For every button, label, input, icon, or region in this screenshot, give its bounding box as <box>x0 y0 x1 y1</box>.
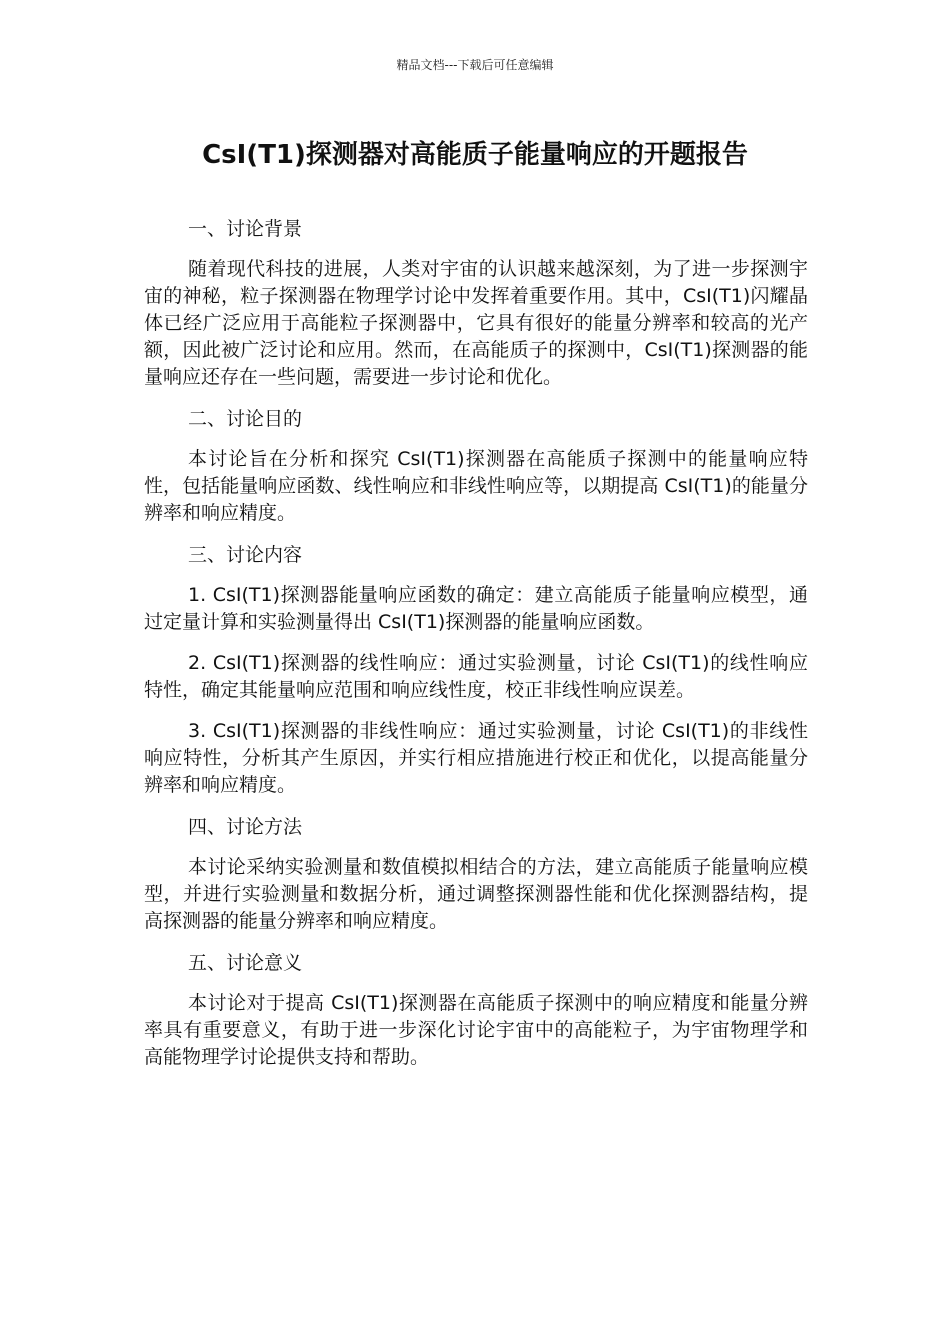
page-header: 精品文档---下载后可任意编辑 <box>396 58 554 72</box>
section-method <box>144 813 808 935</box>
section-heading: 三、讨论内容 <box>188 544 303 566</box>
document-title: CsI(T1)探测器对高能质子能量响应的开题报告 <box>202 140 748 170</box>
paragraph: 本讨论对于提高 CsI(T1)探测器在高能质子探测中的响应精度和能量分辨率具有重要意义，有助于进一步深化讨论宇宙中的高能粒子，为宇宙物理学和高能物理学讨论提供支持和帮助。 <box>144 992 808 1068</box>
list-item: 1. CsI(T1)探测器能量响应函数的确定：建立高能质子能量响应模型，通过定量计算和实验测量得出 CsI(T1)探测器的能量响应函数。 <box>144 584 808 633</box>
section-heading: 四、讨论方法 <box>188 816 303 838</box>
section-heading: 一、讨论背景 <box>188 218 303 240</box>
paragraph: 本讨论旨在分析和探究 CsI(T1)探测器在高能质子探测中的能量响应特性，包括能量响应函数、线性响应和非线性响应等，以期提高 CsI(T1)的能量分辨率和响应精度。 <box>144 448 808 524</box>
paragraph: 随着现代科技的进展，人类对宇宙的认识越来越深刻，为了进一步探测宇宙的神秘，粒子探测器在物理学讨论中发挥着重要作用。其中，CsI(T1)闪耀晶体已经广泛应用于高能粒子探测器中，它具有很好的能量分辨率和较高的光产额，因此被广泛讨论和应用。然而，在高能质子的探测中，CsI(T1)探测器的能量响应还存在一些问题，需要进一步讨论和优化。 <box>144 258 808 388</box>
section-purpose <box>144 405 808 527</box>
list-item: 3. CsI(T1)探测器的非线性响应：通过实验测量，讨论 CsI(T1)的非线性响应特性，分析其产生原因，并实行相应措施进行校正和优化，以提高能量分辨率和响应精度。 <box>144 720 808 796</box>
section-heading: 五、讨论意义 <box>188 952 303 974</box>
paragraph: 本讨论采纳实验测量和数值模拟相结合的方法，建立高能质子能量响应模型，并进行实验测量和数据分析，通过调整探测器性能和优化探测器结构，提高探测器的能量分辨率和响应精度。 <box>144 856 808 932</box>
document-body <box>144 215 808 1085</box>
section-background <box>144 215 808 391</box>
section-significance <box>144 949 808 1071</box>
list-item: 2. CsI(T1)探测器的线性响应：通过实验测量，讨论 CsI(T1)的线性响应特性，确定其能量响应范围和响应线性度，校正非线性响应误差。 <box>144 652 808 701</box>
section-content <box>144 541 808 799</box>
section-heading: 二、讨论目的 <box>188 408 303 430</box>
